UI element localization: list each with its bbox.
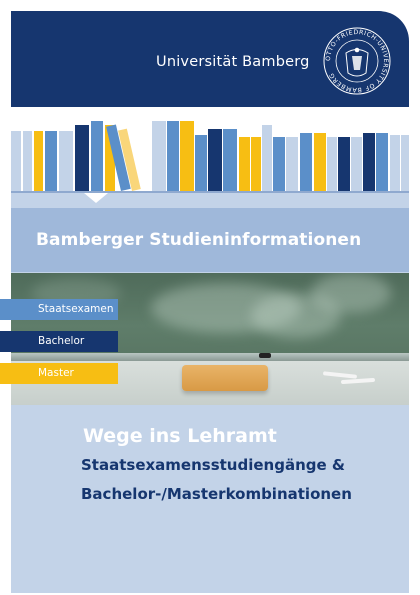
bookshelf-graphic xyxy=(11,110,409,204)
tab-staatsexamen[interactable]: Staatsexamen xyxy=(0,299,118,320)
subtitle-line-1: Staatsexamensstudiengänge & xyxy=(81,456,345,474)
tab-master[interactable]: Master xyxy=(0,363,118,384)
svg-text:OTTO-FRIEDRICH-UNIVERSITY OF B: OTTO-FRIEDRICH-UNIVERSITY OF BAMBERG xyxy=(324,28,390,94)
chalk-holder xyxy=(259,353,271,358)
subtitle-line-2: Bachelor-/Masterkombinationen xyxy=(81,485,352,503)
sponge xyxy=(182,365,268,391)
main-title: Wege ins Lehramt xyxy=(83,425,277,447)
series-title: Bamberger Studieninformationen xyxy=(36,230,362,250)
university-seal-icon xyxy=(322,26,392,96)
university-name: Universität Bamberg xyxy=(156,54,310,70)
tab-bachelor[interactable]: Bachelor xyxy=(0,331,118,352)
notch-pointer xyxy=(84,193,108,203)
